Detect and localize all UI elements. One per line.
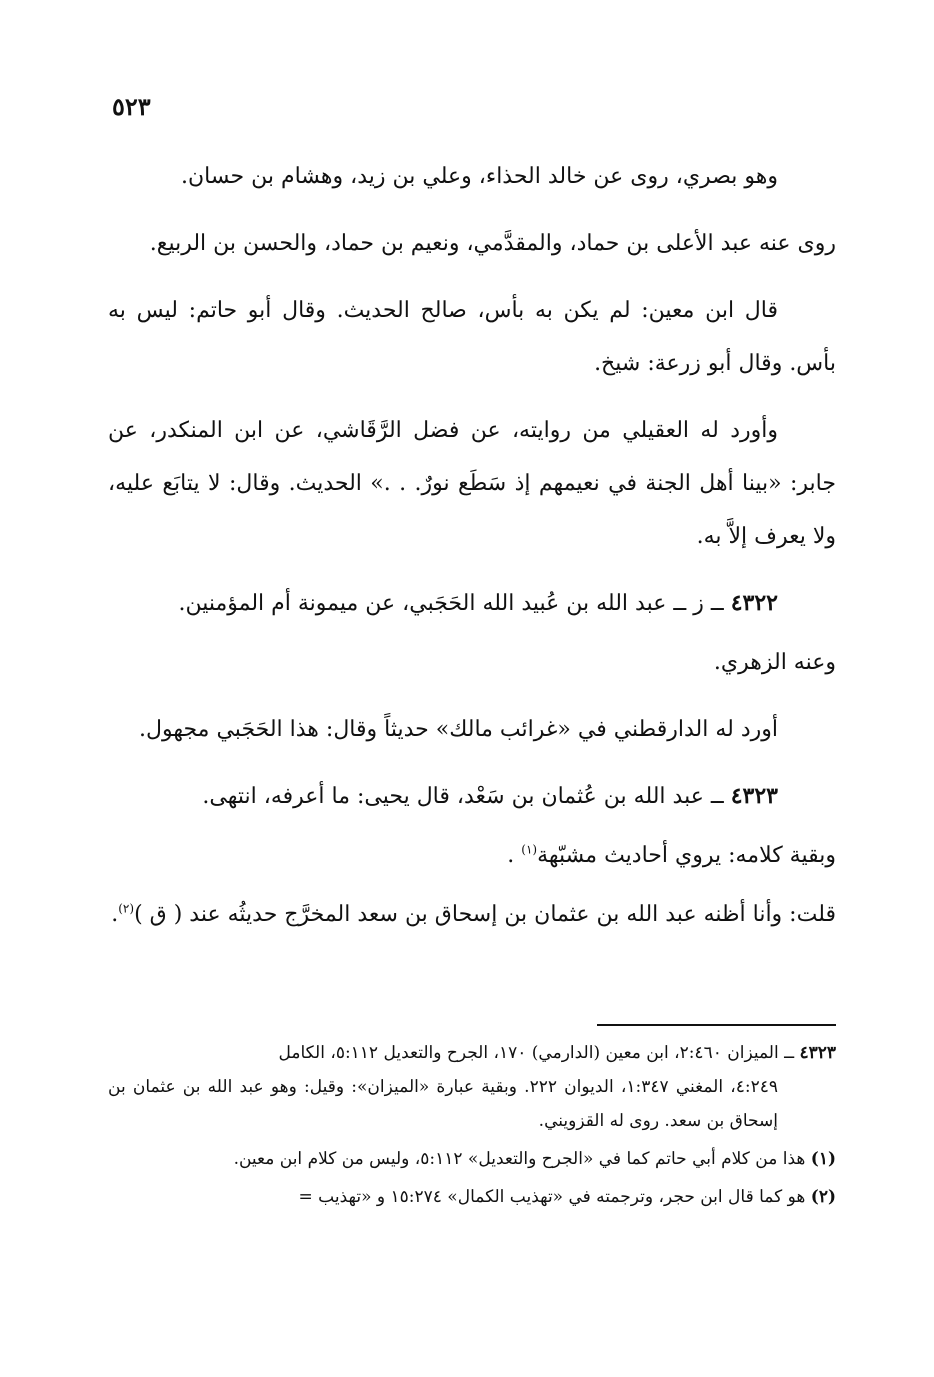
paragraph-4: وأورد له العقيلي من روايته، عن فضل الرَّقَاشي، عن ابن المنكدر، عن جابر: «بينا أهل الجنة في نعيمهم إذ سَطَع نورٌ. . .» الحديث. وقال: لا يتابَع عليه، ولا يعرف إلاَّ به. <box>108 418 836 549</box>
entry-number: ٤٣٢٢ <box>730 590 778 616</box>
footnote-2 <box>108 1180 836 1214</box>
paragraph-7-text: وبقية كلامه: يروي أحاديث مشبّهة <box>537 843 836 868</box>
paragraph-6: أورد له الدارقطني في «غرائب مالك» حديثاً وقال: هذا الحَجَبي مجهول. <box>139 717 778 742</box>
footnote-continuation: ٤:٢٤٩، المغني ١:٣٤٧، الديوان ٢٢٢. وبقية عبارة «الميزان»: وقيل: وهو عبد الله بن عثمان بن إسحاق بن سعد. روى له القزويني. <box>108 1077 778 1131</box>
paragraph-8-text: قلت: وأنا أظنه عبد الله بن عثمان بن إسحاق بن سعد المخرَّج حديثُه عند ( ق ) <box>134 902 836 927</box>
main-text <box>108 150 836 955</box>
entry-4323 <box>108 770 836 823</box>
footnote-number: (٢) <box>810 1187 836 1207</box>
footnotes <box>108 1036 836 1218</box>
footnote-text: هذا من كلام أبي حاتم كما في «الجرح والتعديل» ٥:١١٢، وليس من كلام ابن معين. <box>233 1149 806 1169</box>
paragraph-3: قال ابن معين: لم يكن به بأس، صالح الحديث. وقال أبو حاتم: ليس به بأس. وقال أبو زرعة: شيخ. <box>108 298 836 376</box>
footnote-number: ٤٣٢٣ <box>799 1043 836 1063</box>
footnote-1 <box>108 1142 836 1176</box>
footnote-ref-1: (١) <box>521 842 538 857</box>
paragraph-2: روى عنه عبد الأعلى بن حماد، والمقدَّمي، ونعيم بن حماد، والحسن بن الربيع. <box>149 231 836 256</box>
paragraph-5: وعنه الزهري. <box>713 650 836 675</box>
footnote-number: (١) <box>810 1149 836 1169</box>
footnote-text: هو كما قال ابن حجر، وترجمته في «تهذيب الكمال» ١٥:٢٧٤ و «تهذيب = <box>298 1187 806 1207</box>
footnote-ref-2: (٢) <box>118 901 135 916</box>
entry-text: ــ عبد الله بن عُثمان بن سَعْد، قال يحيى: ما أعرفه، انتهى. <box>202 784 724 809</box>
paragraph-8-end: . <box>111 902 119 927</box>
entry-number: ٤٣٢٣ <box>730 783 778 809</box>
entry-text: ــ ز ــ عبد الله بن عُبيد الله الحَجَبي، عن ميمونة أم المؤمنين. <box>178 591 724 616</box>
entry-4322 <box>108 577 836 630</box>
paragraph-8 <box>108 888 836 941</box>
footnote-separator <box>597 1024 836 1026</box>
paragraph-1: وهو بصري، روى عن خالد الحذاء، وعلي بن زيد، وهشام بن حسان. <box>181 164 778 189</box>
page-number: ٥٢٣ <box>112 92 151 121</box>
paragraph-7 <box>108 829 836 882</box>
footnote-4323 <box>108 1036 836 1138</box>
footnote-line: ــ الميزان ٢:٤٦٠، ابن معين (الدارمي) ١٧٠، الجرح والتعديل ٥:١١٢، الكامل <box>278 1043 795 1063</box>
paragraph-7-end: . <box>507 843 515 868</box>
